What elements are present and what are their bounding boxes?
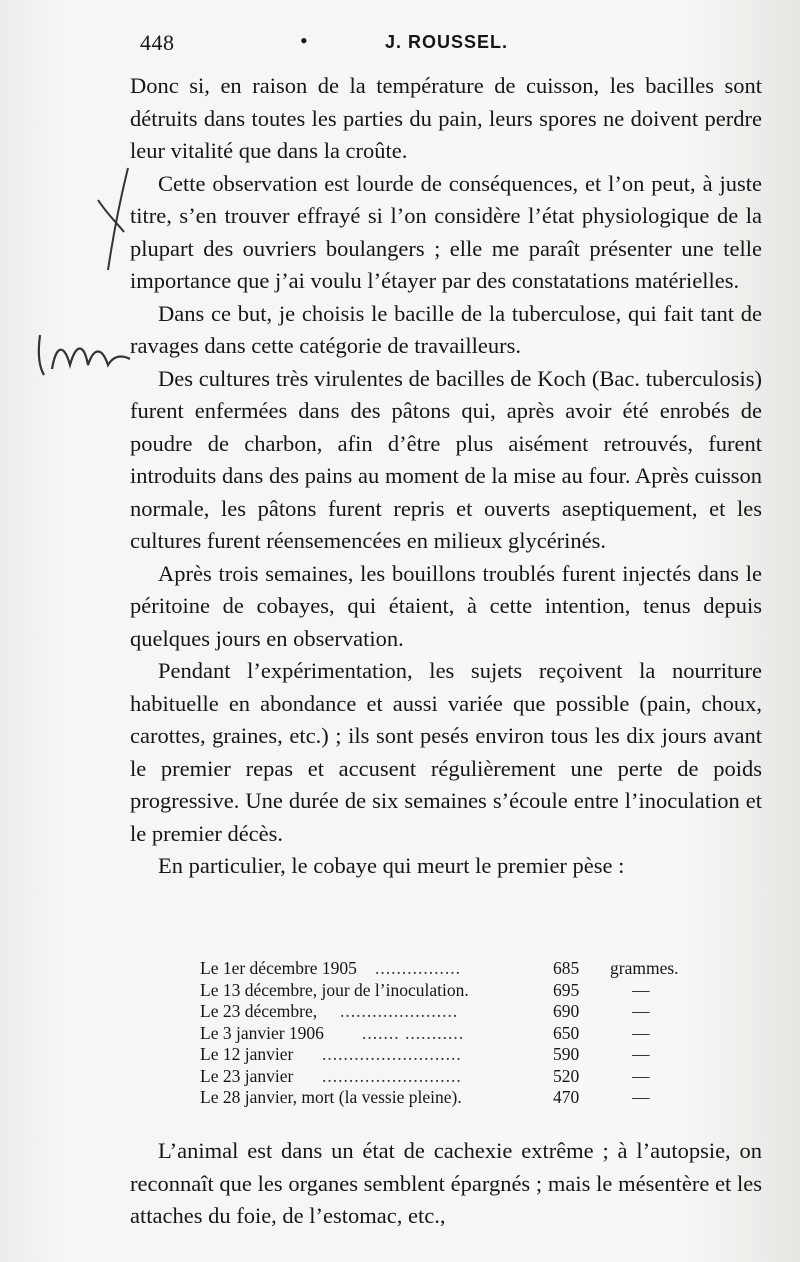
page-number: 448 bbox=[140, 30, 175, 55]
paragraph: Dans ce but, je choisis le bacille de la tuberculose, qui fait tant de ravages dans cette catégorie de travailleurs. bbox=[130, 300, 762, 358]
weight-date: Le 23 décembre, bbox=[200, 1001, 318, 1021]
weight-unit: — bbox=[632, 979, 650, 1000]
weight-date: Le 23 janvier bbox=[200, 1065, 294, 1086]
weight-value: 685 bbox=[553, 958, 580, 978]
closing-text bbox=[130, 1135, 762, 1233]
weight-date: Le 3 janvier 1906 bbox=[200, 1022, 324, 1043]
body-text bbox=[130, 70, 762, 883]
weight-unit: — bbox=[632, 1044, 650, 1064]
paragraph: Donc si, en raison de la température de cuisson, les bacilles sont détruits dans toutes les parties du pain, leurs spores ne doivent perdre leur vitalité que dans la croûte. bbox=[130, 73, 762, 163]
header-bullet: • bbox=[300, 28, 308, 53]
weight-date: Le 13 décembre, jour de l’inoculation. bbox=[200, 979, 469, 1000]
weight-row bbox=[200, 1087, 680, 1109]
weight-unit: — bbox=[632, 1022, 650, 1043]
weight-value: 520 bbox=[553, 1065, 580, 1086]
weight-row bbox=[200, 1044, 680, 1066]
page-header bbox=[140, 30, 760, 60]
weight-row bbox=[200, 1066, 680, 1088]
weight-value: 650 bbox=[553, 1022, 580, 1043]
weight-unit: — bbox=[632, 1065, 650, 1086]
leader-dots: ................ bbox=[375, 958, 461, 978]
paragraph: Après trois semaines, les bouillons troublés furent injectés dans le péritoine de cobayes, qui étaient, à cette intention, tenus depuis quelques jours en observation. bbox=[130, 560, 762, 651]
weight-date: Le 28 janvier, mort (la vessie pleine). bbox=[200, 1087, 462, 1107]
weight-table bbox=[200, 958, 680, 1109]
leader-dots: .......................... bbox=[322, 1065, 462, 1086]
weight-unit: grammes. bbox=[610, 958, 679, 978]
weight-unit: — bbox=[632, 1087, 650, 1107]
weight-date: Le 12 janvier bbox=[200, 1044, 294, 1064]
paragraph: L’animal est dans un état de cachexie extrême ; à l’autopsie, on reconnaît que les organes semblent épargnés ; mais le mésentère et les attaches du foie, de l’estomac, etc., bbox=[130, 1138, 762, 1228]
weight-unit: — bbox=[632, 1001, 650, 1021]
weight-row bbox=[200, 1001, 680, 1023]
weight-value: 590 bbox=[553, 1044, 580, 1064]
leader-dots: ...................... bbox=[340, 1001, 459, 1021]
weight-date: Le 1er décembre 1905 bbox=[200, 958, 357, 978]
paragraph: Cette observation est lourde de conséquences, et l’on peut, à juste titre, s’en trouver effrayé si l’on considère l’état physiologique de la plupart des ouvriers boulangers ; elle me paraît présenter une telle importance que j’ai voulu l’étayer par des constatations matérielles. bbox=[130, 170, 762, 293]
weight-row bbox=[200, 958, 680, 980]
leader-dots: .......................... bbox=[322, 1044, 462, 1064]
weight-row bbox=[200, 1023, 680, 1045]
weight-row bbox=[200, 980, 680, 1002]
weight-value: 690 bbox=[553, 1001, 580, 1021]
leader-dots: ....... ........... bbox=[362, 1022, 465, 1043]
paragraph: Pendant l’expérimentation, les sujets reçoivent la nourriture habituelle en abondance et aussi variée que possible (pain, choux, carottes, graines, etc.) ; ils sont pesés environ tous les dix jours avant le premier repas et accusent régulièrement une perte de poids progressive. Une durée de six semaines s’écoule entre l’inoculation et le premier décès. bbox=[130, 658, 762, 846]
weight-value: 695 bbox=[553, 979, 580, 1000]
running-head: J. ROUSSEL. bbox=[385, 32, 509, 52]
paragraph: En particulier, le cobaye qui meurt le premier pèse : bbox=[158, 853, 625, 878]
weight-value: 470 bbox=[553, 1087, 580, 1107]
paragraph: Des cultures très virulentes de bacilles de Koch (Bac. tuberculosis) furent enfermées dans des pâtons qui, après avoir été enrobés de poudre de charbon, afin d’être plus aisément retrouvés, furent introduits dans des pains au moment de la mise au four. Après cuisson normale, les pâtons furent repris et ouverts aseptiquement, et les cultures furent réensemencées en milieux glycérinés. bbox=[130, 365, 762, 553]
